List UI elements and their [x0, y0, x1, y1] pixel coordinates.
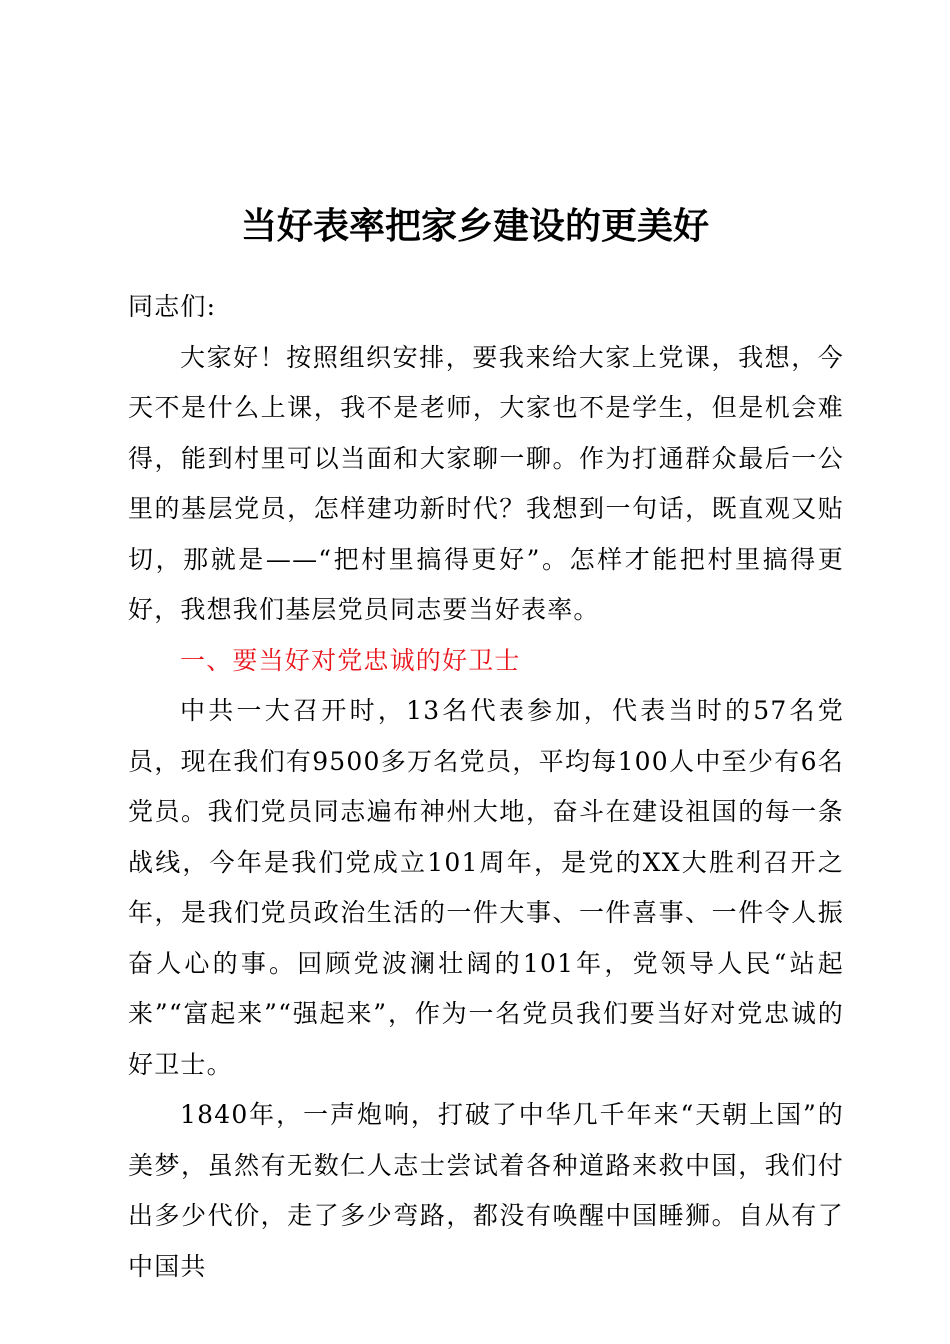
paragraph-intro: 大家好！按照组织安排，要我来给大家上党课，我想，今天不是什么上课，我不是老师，大家也不是学生，但是机会难得，能到村里可以当面和大家聊一聊。作为打通群众最后一公里的基层党员，怎样建功新时代？我想到一句话，既直观又贴切，那就是——“把村里搞得更好”。怎样才能把村里搞得更好，我想我们基层党员同志要当好表率。: [128, 342, 844, 624]
section-heading: 一、要当好对党忠诚的好卫士: [180, 645, 521, 675]
document-title: 当好表率把家乡建设的更美好: [240, 206, 709, 247]
document-body: [128, 282, 844, 1292]
paragraph-section-1: 中共一大召开时，13名代表参加，代表当时的57名党员，现在我们有9500多万名党员，平均每100人中至少有6名党员。我们党员同志遍布神州大地，奋斗在建设祖国的每一条战线，今年是我们党成立101周年，是党的XX大胜利召开之年，是我们党员政治生活的一件大事、一件喜事、一件令人振奋人心的事。回顾党波澜壮阔的101年，党领导人民“站起来”“富起来”“强起来”，作为一名党员我们要当好对党忠诚的好卫士。: [128, 696, 844, 1079]
salutation: 同志们:: [128, 292, 217, 321]
paragraph-section-2: 1840年，一声炮响，打破了中华几千年来“天朝上国”的美梦，虽然有无数仁人志士尝试着各种道路来救中国，我们付出多少代价，走了多少弯路，都没有唤醒中国睡狮。自从有了中国共: [128, 1100, 844, 1281]
